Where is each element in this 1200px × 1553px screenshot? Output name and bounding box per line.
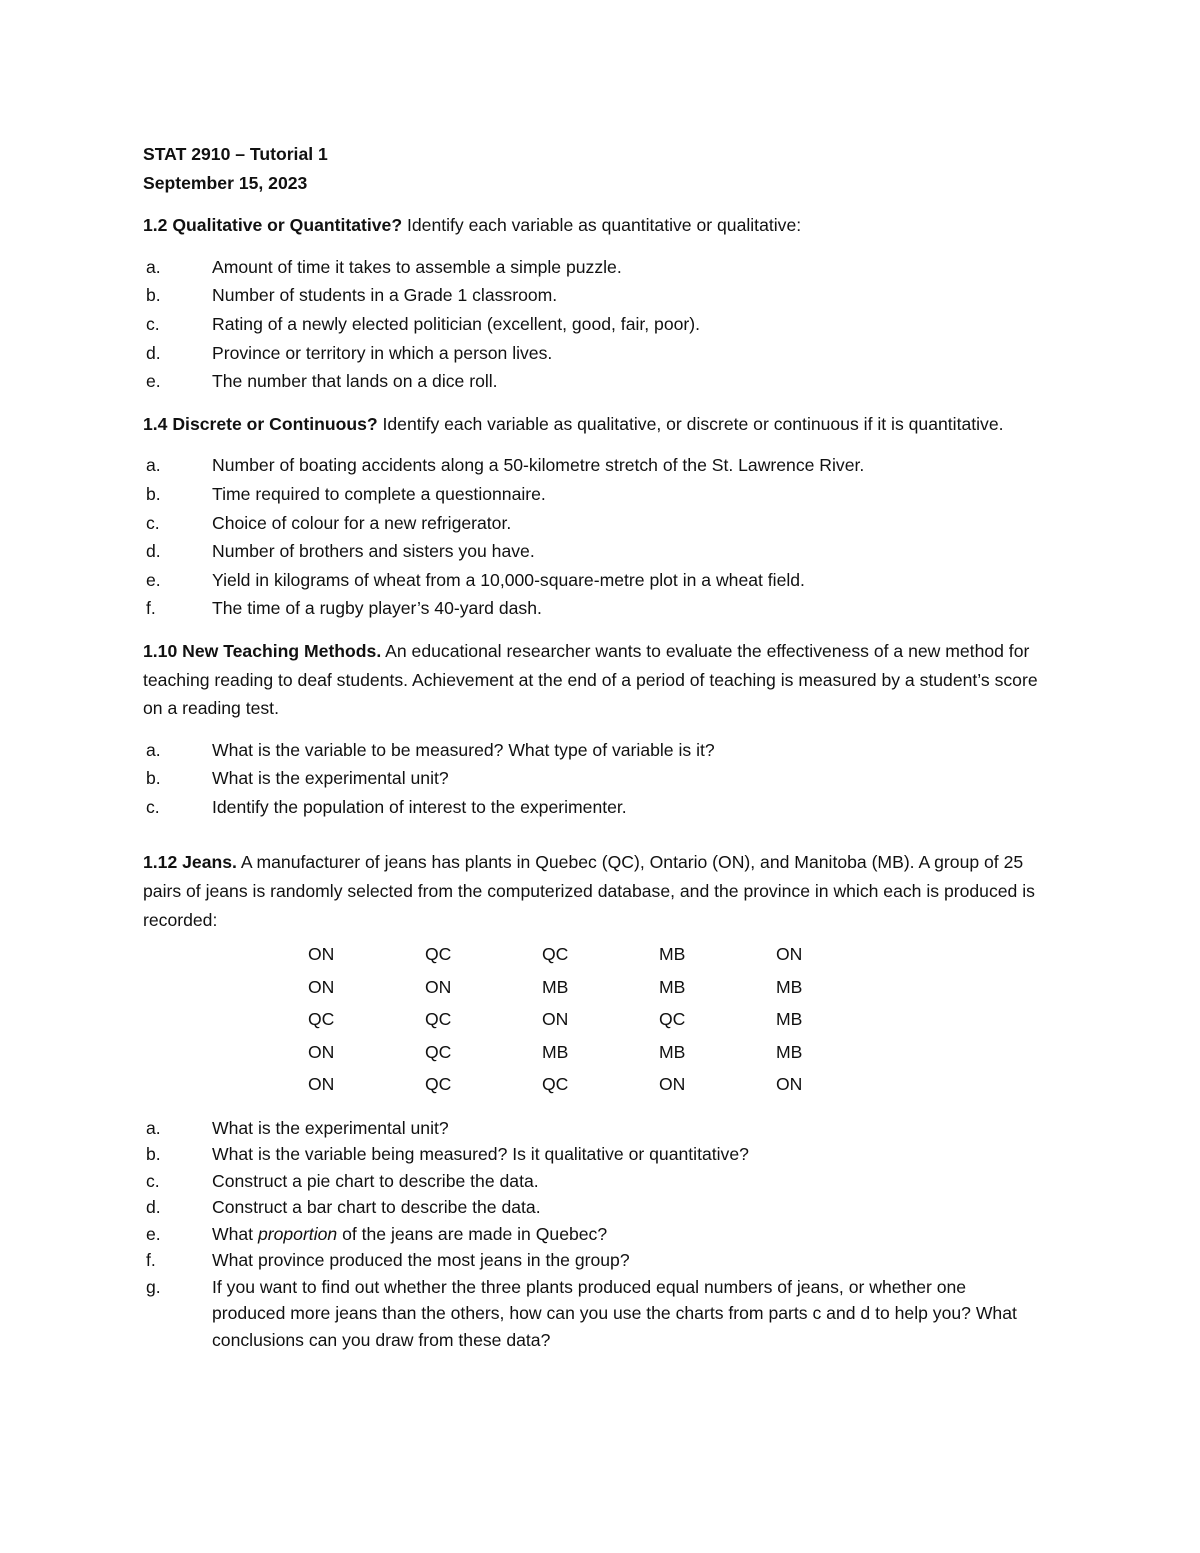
table-cell: ON <box>308 976 335 997</box>
table-row <box>263 1068 848 1101</box>
item-text: What is the experimental unit? <box>212 768 449 789</box>
item-label: d. <box>146 342 161 363</box>
item-label: b. <box>146 768 161 789</box>
item-text: Construct a pie chart to describe the data. <box>212 1170 539 1191</box>
item-text: Choice of colour for a new refrigerator. <box>212 512 512 533</box>
table-cell: MB <box>542 976 569 997</box>
list-item <box>143 339 1043 368</box>
question-1-12-items <box>143 1115 1043 1354</box>
question-1-10-items <box>143 736 1043 822</box>
item-text: Amount of time it takes to assemble a simple puzzle. <box>212 256 622 277</box>
item-label: c. <box>146 512 160 533</box>
table-row <box>263 1036 848 1069</box>
item-label: c. <box>146 1170 160 1191</box>
list-item <box>143 1168 1043 1195</box>
table-cell: MB <box>659 976 686 997</box>
question-1-4-items <box>143 451 1043 623</box>
item-text: The number that lands on a dice roll. <box>212 371 498 392</box>
item-label: b. <box>146 285 161 306</box>
question-1-2-items <box>143 253 1043 396</box>
item-text: Yield in kilograms of wheat from a 10,000-square-metre plot in a wheat field. <box>212 569 805 590</box>
table-cell: ON <box>425 976 452 997</box>
table-cell: QC <box>425 944 452 965</box>
question-1-10-prompt: An educational researcher wants to evaluate the effectiveness of a new method for teaching reading to deaf students. Achievement at the end of a period of teaching is measured by a student’s score on a reading test. <box>143 640 1038 719</box>
table-row <box>263 938 848 971</box>
table-row <box>263 971 848 1004</box>
item-label: g. <box>146 1276 161 1297</box>
question-1-12 <box>143 848 1043 934</box>
item-label: f. <box>146 598 156 619</box>
item-text: Construct a bar chart to describe the data. <box>212 1197 541 1218</box>
item-label: b. <box>146 483 161 504</box>
table-cell: MB <box>659 1041 686 1062</box>
item-label: d. <box>146 541 161 562</box>
item-text: Time required to complete a questionnaire. <box>212 483 546 504</box>
item-label: e. <box>146 1223 161 1244</box>
table-cell: ON <box>776 1074 803 1095</box>
table-cell: QC <box>425 1009 452 1030</box>
list-item <box>143 594 1043 623</box>
item-text: Identify the population of interest to the experimenter. <box>212 796 627 817</box>
table-cell: ON <box>308 1074 335 1095</box>
item-text: Number of students in a Grade 1 classroom. <box>212 285 558 306</box>
item-text: What proportion of the jeans are made in Quebec? <box>212 1223 608 1244</box>
table-cell: MB <box>776 976 803 997</box>
document-date: September 15, 2023 <box>143 172 308 193</box>
question-1-12-title: 1.12 Jeans. <box>143 852 237 873</box>
document-page <box>143 140 1043 1353</box>
item-text: What is the experimental unit? <box>212 1117 449 1138</box>
item-text: What is the variable to be measured? What type of variable is it? <box>212 739 715 760</box>
list-item <box>143 480 1043 509</box>
question-1-2-prompt: Identify each variable as quantitative or qualitative: <box>402 215 802 236</box>
list-item <box>143 1221 1043 1248</box>
item-label: a. <box>146 1117 161 1138</box>
item-label: d. <box>146 1197 161 1218</box>
question-1-4-title: 1.4 Discrete or Continuous? <box>143 413 378 434</box>
list-item <box>143 310 1043 339</box>
table-cell: ON <box>659 1074 686 1095</box>
list-item <box>143 451 1043 480</box>
item-label: e. <box>146 371 161 392</box>
question-1-10-title: 1.10 New Teaching Methods. <box>143 640 382 661</box>
item-label: a. <box>146 256 161 277</box>
question-1-4 <box>143 410 1043 439</box>
item-text: If you want to find out whether the three plants produced equal numbers of jeans, or whether one produced more jeans than the others, how can you use the charts from parts c and d to help you? What conclusions can you draw from these data? <box>212 1276 1017 1350</box>
item-text: Number of boating accidents along a 50-kilometre stretch of the St. Lawrence River. <box>212 455 865 476</box>
item-text: Number of brothers and sisters you have. <box>212 541 535 562</box>
list-item <box>143 509 1043 538</box>
list-item <box>143 253 1043 282</box>
list-item <box>143 566 1043 595</box>
list-item <box>143 281 1043 310</box>
list-item <box>143 537 1043 566</box>
item-label: a. <box>146 739 161 760</box>
list-item <box>143 1115 1043 1142</box>
list-item <box>143 1141 1043 1168</box>
table-cell: ON <box>308 944 335 965</box>
list-item <box>143 367 1043 396</box>
emphasis-proportion: proportion <box>257 1223 338 1244</box>
table-cell: ON <box>308 1041 335 1062</box>
item-text: Province or territory in which a person lives. <box>212 342 553 363</box>
item-text: What province produced the most jeans in the group? <box>212 1250 630 1271</box>
item-label: b. <box>146 1144 161 1165</box>
table-cell: MB <box>776 1041 803 1062</box>
item-label: c. <box>146 796 160 817</box>
question-1-12-prompt: A manufacturer of jeans has plants in Quebec (QC), Ontario (ON), and Manitoba (MB). A group of 25 pairs of jeans is randomly selected from the computerized database, and the province in which each is produced is recorded: <box>143 852 1035 930</box>
table-cell: QC <box>542 1074 569 1095</box>
table-cell: MB <box>542 1041 569 1062</box>
course-title: STAT 2910 – Tutorial 1 <box>143 144 328 164</box>
list-item <box>143 736 1043 765</box>
table-cell: QC <box>425 1074 452 1095</box>
table-row <box>263 1003 848 1036</box>
table-cell: ON <box>542 1009 569 1030</box>
item-label: f. <box>146 1250 156 1271</box>
table-cell: MB <box>659 944 686 965</box>
table-cell: QC <box>308 1009 335 1030</box>
list-item <box>143 764 1043 793</box>
table-cell: MB <box>776 1009 803 1030</box>
table-cell: QC <box>542 944 569 965</box>
question-1-2 <box>143 211 1043 240</box>
item-label: c. <box>146 313 160 334</box>
item-text: What is the variable being measured? Is it qualitative or quantitative? <box>212 1144 749 1165</box>
jeans-data-table <box>263 938 848 1101</box>
list-item <box>143 1274 1043 1354</box>
question-1-4-prompt: Identify each variable as qualitative, or discrete or continuous if it is quantitative. <box>377 413 1004 434</box>
item-label: e. <box>146 569 161 590</box>
table-cell: QC <box>425 1041 452 1062</box>
question-1-2-title: 1.2 Qualitative or Quantitative? <box>143 215 403 236</box>
list-item <box>143 1194 1043 1221</box>
question-1-10 <box>143 637 1043 723</box>
table-cell: ON <box>776 944 803 965</box>
list-item <box>143 1247 1043 1274</box>
table-cell: QC <box>659 1009 686 1030</box>
item-text: Rating of a newly elected politician (excellent, good, fair, poor). <box>212 313 701 334</box>
list-item <box>143 793 1043 822</box>
item-text: The time of a rugby player’s 40-yard dash. <box>212 598 542 619</box>
item-label: a. <box>146 455 161 476</box>
